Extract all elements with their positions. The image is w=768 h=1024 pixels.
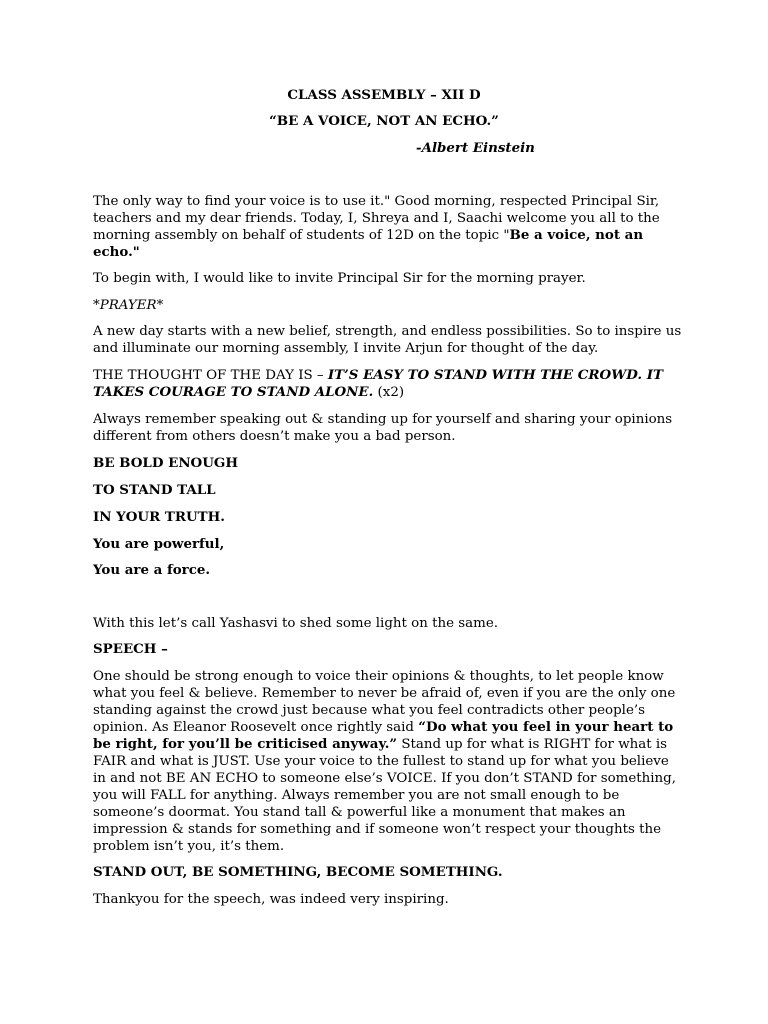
bold-line: You are a force. xyxy=(93,562,211,578)
thought-quote: IT’S EASY TO STAND WITH THE CROWD. IT TAKES COURAGE TO STAND ALONE. xyxy=(93,367,663,400)
speech-quote: “Do what you feel in your heart to be right, for you’ll be criticised anyway.” xyxy=(93,719,674,752)
new-day-paragraph: A new day starts with a new belief, strength, and endless possibilities. So to inspire us and illuminate our morning assembly, I invite Arjun for thought of the day. xyxy=(93,324,682,356)
intro-paragraph xyxy=(93,193,683,261)
quote-attribution xyxy=(416,140,535,157)
document-title: CLASS ASSEMBLY – XII D xyxy=(287,87,481,103)
bold-line: IN YOUR TRUTH. xyxy=(93,509,225,525)
quote-heading: “BE A VOICE, NOT AN ECHO.” xyxy=(269,113,499,129)
thought-paragraph xyxy=(93,367,683,401)
remember-paragraph: Always remember speaking out & standing up for yourself and sharing your opinions different from others doesn’t make you a bad person. xyxy=(93,412,673,444)
closing-bold-line: STAND OUT, BE SOMETHING, BECOME SOMETHING. xyxy=(93,864,503,880)
call-paragraph: With this let’s call Yashasvi to shed some light on the same. xyxy=(93,616,499,631)
prayer-label: *PRAYER* xyxy=(93,298,164,313)
thought-lead: THE THOUGHT OF THE DAY IS – xyxy=(93,368,328,383)
attribution-name: Albert Einstein xyxy=(421,140,535,156)
attribution-dash: - xyxy=(416,140,422,156)
thanks-paragraph: Thankyou for the speech, was indeed very inspiring. xyxy=(93,892,449,907)
invite-paragraph: To begin with, I would like to invite Principal Sir for the morning prayer. xyxy=(93,271,586,286)
bold-line: TO STAND TALL xyxy=(93,482,216,498)
speech-part-1: One should be strong enough to voice their opinions & thoughts, to let people know what you feel & believe. Remember to never be afraid of, even if you are the only one standing against the crowd just because what you feel contradicts other people’s opinion. As Eleanor Roosevelt once rightly said xyxy=(93,669,676,735)
bold-line: You are powerful, xyxy=(93,536,225,552)
speech-heading: SPEECH – xyxy=(93,641,168,657)
intro-topic: Be a voice, not an echo." xyxy=(93,227,644,260)
thought-tail: (x2) xyxy=(373,385,405,400)
bold-line: BE BOLD ENOUGH xyxy=(93,455,238,471)
speech-paragraph xyxy=(93,668,683,855)
speech-part-2: Stand up for what is RIGHT for what is FAIR and what is JUST. Use your voice to the fullest to stand up for what you believe in and not BE AN ECHO to someone else’s VOICE. If you don’t STAND for something, you will FALL for anything. Always remember you are not small enough to be someone’s doormat. You stand tall & powerful like a monument that makes an impression & stands for something and if someone won’t respect your thoughts the problem isn’t you, it’s them. xyxy=(93,737,677,854)
intro-text: The only way to find your voice is to use it." Good morning, respected Principal Sir, teachers and my dear friends. Today, I, Shreya and I, Saachi welcome you all to the morning assembly on behalf of students of 12D on the topic " xyxy=(93,194,660,243)
